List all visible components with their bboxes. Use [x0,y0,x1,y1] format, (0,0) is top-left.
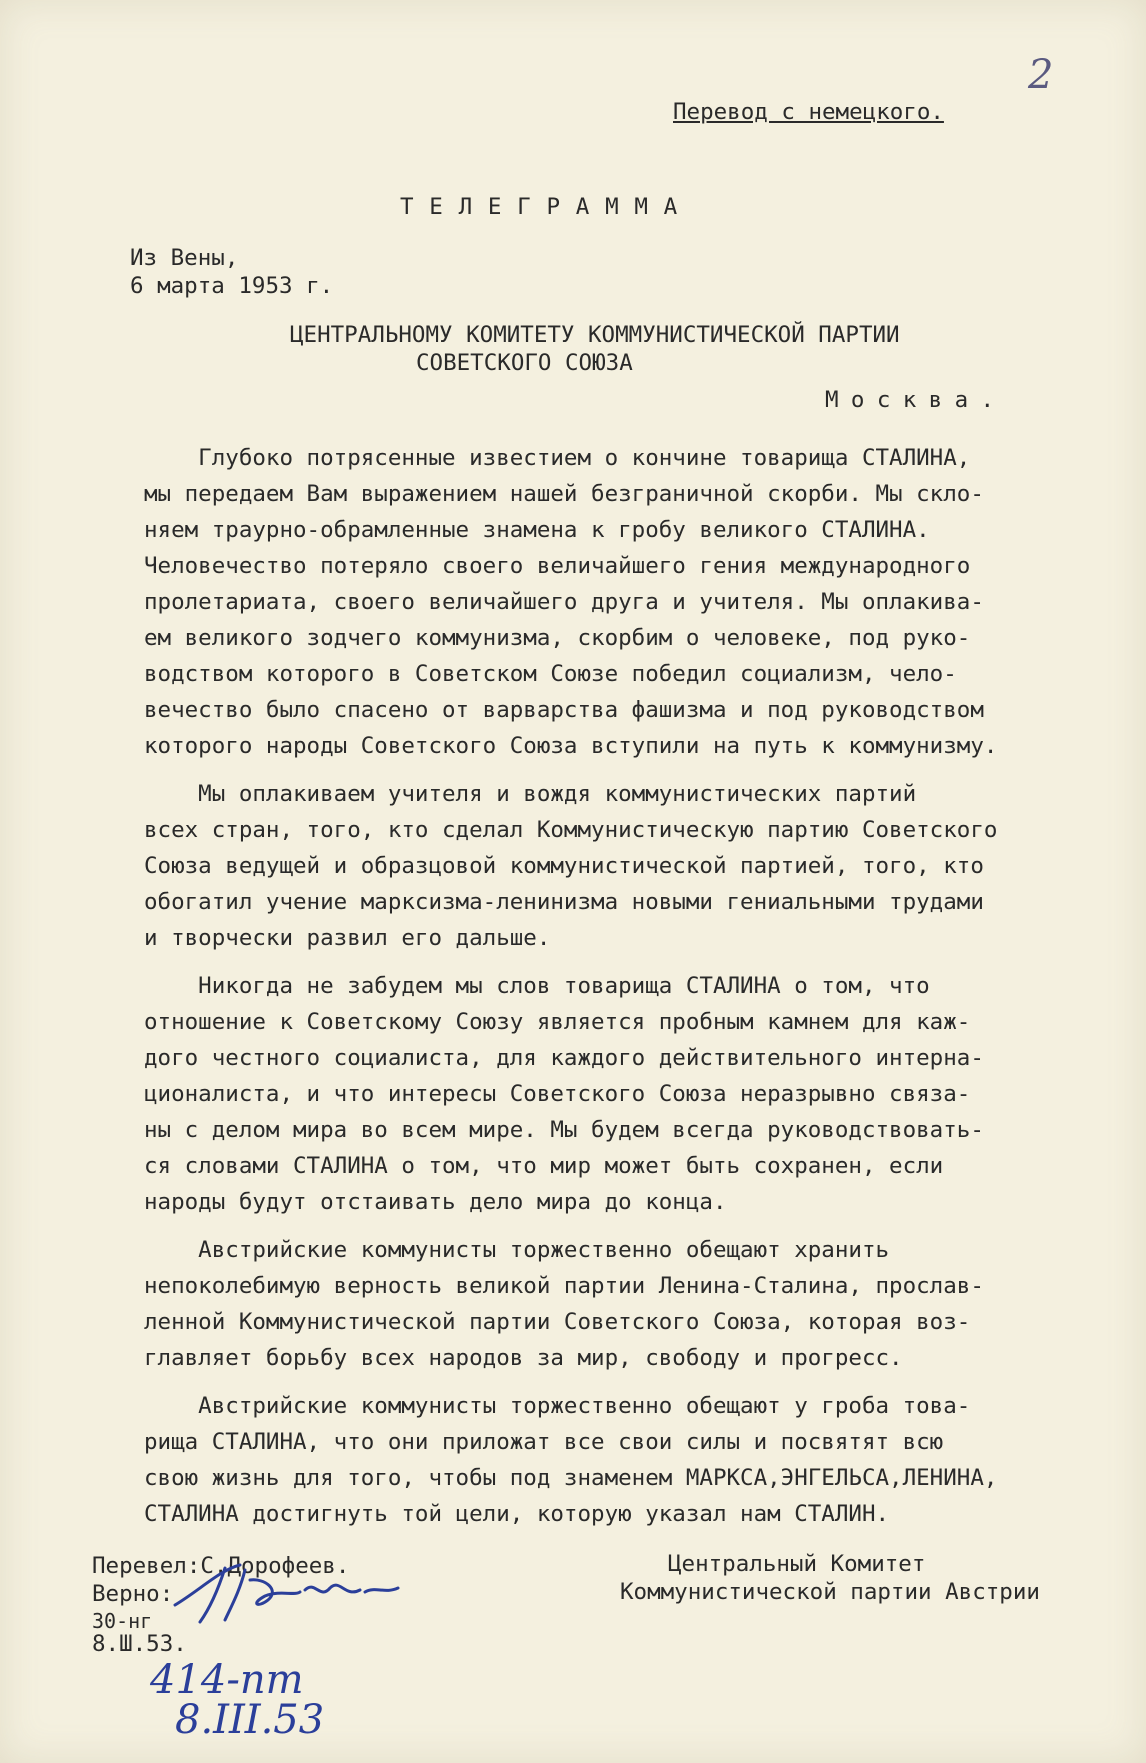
signatory-line-1: Центральный Комитет [668,1551,926,1577]
body-line: отношение к Советскому Союзу является пробным камнем для каж- [144,1009,971,1035]
body-line: которого народы Советского Союза вступили на путь к коммунизму. [144,733,998,759]
body-line: мы передаем Вам выражением нашей безграничной скорби. Мы скло- [144,481,984,507]
addressee-line-1: ЦЕНТРАЛЬНОМУ КОМИТЕТУ КОММУНИСТИЧЕСКОЙ ПАРТИИ [290,322,900,348]
handwritten-reference-number: 414-пт [150,1657,304,1703]
typist-code: 30-нг [92,1609,153,1633]
body-line: главляет борьбу всех народов за мир, свободу и прогресс. [144,1345,903,1371]
body-line: ны с делом мира во всем мире. Мы будем всегда руководствовать- [144,1117,984,1143]
typed-date: 8.Ш.53. [92,1631,187,1657]
body-line: свою жизнь для того, чтобы под знаменем МАРКСА,ЭНГЕЛЬСА,ЛЕНИНА, [144,1465,998,1491]
body-line: водством которого в Советском Союзе победил социализм, чело- [144,661,957,687]
addressee-line-2: СОВЕТСКОГО СОЮЗА [416,350,633,376]
body-line: няем траурно-обрамленные знамена к гробу великого СТАЛИНА. [144,517,930,543]
translator-line: Перевел:С.Дорофеев. [92,1553,350,1579]
body-line: народы будут отстаивать дело мира до конца. [144,1189,727,1215]
translation-note: Перевод с немецкого. [673,99,944,125]
body-line: Глубоко потрясенные известием о кончине товарища СТАЛИНА, [144,445,971,471]
body-line: ем великого зодчего коммунизма, скорбим о человеке, под руко- [144,625,971,651]
body-line: Австрийские коммунисты торжественно обещают хранить [144,1237,890,1263]
body-line: ся словами СТАЛИНА о том, что мир может быть сохранен, если [144,1153,944,1179]
document-title: ТЕЛЕГРАММА [400,194,693,220]
body-line: СТАЛИНА достигнуть той цели, которую указал нам СТАЛИН. [144,1501,890,1527]
body-line: рища СТАЛИНА, что они приложат все свои силы и посвятят всю [144,1429,944,1455]
handwritten-reference-date: 8.III.53 [175,1697,325,1743]
body-line: Австрийские коммунисты торжественно обещают у гроба това- [144,1393,971,1419]
body-line: Союза ведущей и образцовой коммунистической партией, того, кто [144,853,984,879]
body-line: дого честного социалиста, для каждого действительного интерна- [144,1045,984,1071]
handwritten-signature-icon [170,1560,410,1630]
body-line: Никогда не забудем мы слов товарища СТАЛИНА о том, что [144,973,930,999]
origin-date: 6 марта 1953 г. [130,273,334,299]
body-line: вечество было спасено от варварства фашизма и под руководством [144,697,984,723]
page-number-handwritten: 2 [1028,52,1054,98]
body-line: и творчески развил его дальше. [144,925,551,951]
verified-line: Верно: [92,1581,174,1607]
body-line: Человечество потеряло своего величайшего гения международного [144,553,971,579]
body-line: обогатил учение марксизма-ленинизма новыми гениальными трудами [144,889,984,915]
body-line: ционалиста, и что интересы Советского Союза неразрывно связа- [144,1081,971,1107]
body-line: непоколебимую верность великой партии Ленина-Сталина, прослав- [144,1273,984,1299]
destination-city: Москва. [825,387,1007,413]
body-line: ленной Коммунистической партии Советского Союза, которая воз- [144,1309,971,1335]
signatory-line-2: Коммунистической партии Австрии [620,1579,1040,1605]
body-line: Мы оплакиваем учителя и вождя коммунистических партий [144,781,917,807]
body-line: всех стран, того, кто сделал Коммунистическую партию Советского [144,817,998,843]
origin-city: Из Вены, [130,245,239,271]
body-line: пролетариата, своего величайшего друга и учителя. Мы оплакива- [144,589,984,615]
